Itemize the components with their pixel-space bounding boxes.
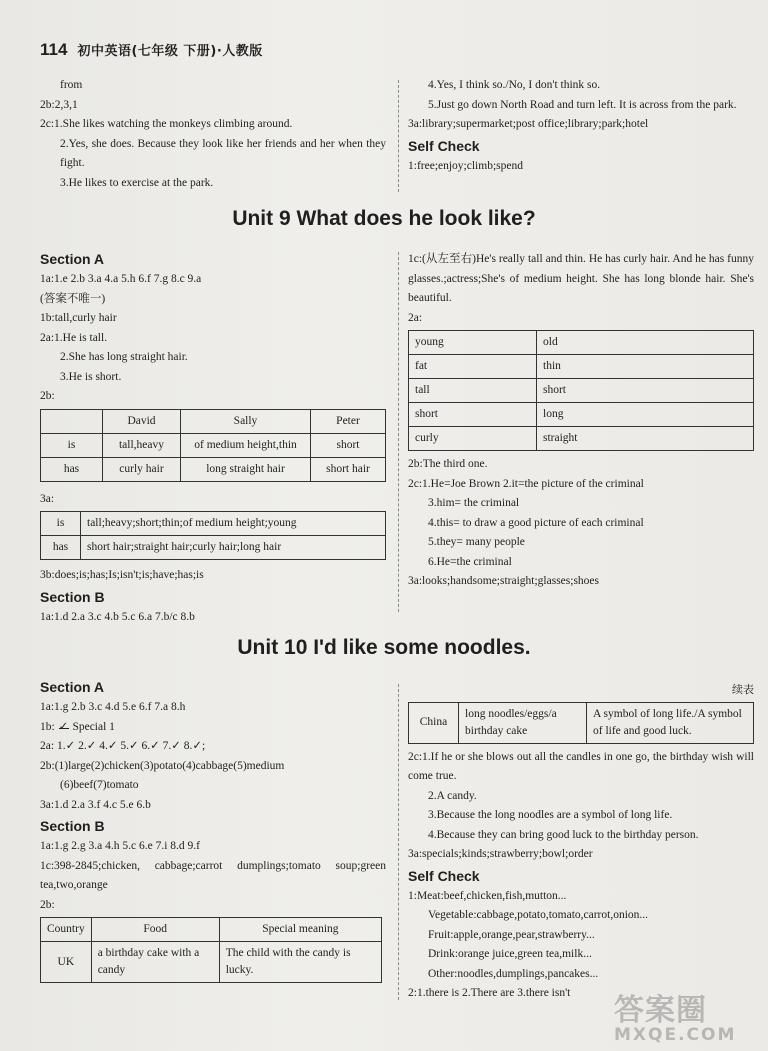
answer-line: 2c:1.He=Joe Brown 2.it=the picture of the criminal (408, 477, 644, 490)
answer-text: Special 1 (72, 720, 115, 733)
checkmark-icon: ✓ (128, 740, 139, 752)
answer-line: 4.Yes, I think so./No, I don't think so. (428, 79, 601, 91)
section-a-heading: Section A (40, 679, 105, 695)
book-title: 初中英语(七年级 下册)·人教版 (77, 44, 263, 59)
answer-line: from (60, 79, 83, 91)
answer-note: (答案不唯一) (40, 292, 106, 305)
answer-line: Fruit:apple,orange,pear,strawberry... (428, 928, 595, 941)
answer-line: 1a:1.d 2.a 3.c 4.b 5.c 6.a 7.b/c 8.b (40, 610, 195, 623)
section-b-heading: Section B (40, 818, 105, 834)
watermark-cn: 答案圈 (614, 993, 707, 1028)
answer-line: 3.He is short. (60, 370, 122, 383)
unit-9-right-column (408, 250, 754, 592)
table-row (41, 536, 386, 560)
checkmark-icon: ✓ (171, 740, 181, 752)
section-b-heading: Section B (40, 588, 105, 605)
answer-prefix: 2a: (40, 740, 55, 752)
answer-line: 2b:The third one. (408, 458, 488, 470)
table-cell: long straight hair (181, 457, 311, 481)
answer-line: 3.Because the long noodles are a symbol of long life. (428, 809, 673, 821)
table-cell: thin (537, 355, 754, 379)
unit-10-title: Unit 10 I'd like some noodles. (237, 636, 531, 659)
check-item: 8. (183, 740, 193, 752)
answer-line: 2.A candy. (428, 789, 477, 802)
answer-line (40, 718, 386, 738)
table-cell: has (41, 457, 103, 481)
answer-line: 4.Because they can bring good luck to the birthday person. (428, 828, 699, 841)
table-cell: short (311, 433, 386, 457)
answer-line: 3a:specials;kinds;strawberry;bowl;order (408, 848, 593, 860)
table-cell: of medium height,thin (181, 433, 311, 457)
watermark-en: MXQE.COM (614, 1025, 737, 1045)
table-cell: curly (409, 427, 537, 451)
table-cell: old (537, 331, 754, 355)
continued-label: 续表 (732, 683, 754, 696)
answer-line: 1c:398-2845;chicken, cabbage;carrot dumplings;tomato soup;green tea,two,orange (40, 859, 386, 891)
table-cell: short (409, 403, 537, 427)
column-divider (398, 80, 399, 192)
table-row (409, 702, 754, 743)
table-row (41, 512, 386, 536)
table-cell: Special meaning (219, 918, 381, 942)
answer-line: 2a:1.He is tall. (40, 331, 108, 344)
column-divider (398, 684, 399, 1000)
answer-prefix: 1b: (40, 720, 55, 733)
answer-line: 2b: (40, 390, 55, 402)
table-cell: short (537, 379, 754, 403)
top-left-column (40, 76, 386, 193)
table-cell: is (41, 512, 81, 536)
check-item: 2. (78, 740, 87, 752)
check-item: 5. (120, 740, 129, 752)
table-2b-unit9 (40, 409, 386, 482)
table-3a-unit9 (40, 511, 386, 560)
answer-line: 3a: (40, 492, 55, 505)
answer-line: 1:free;enjoy;climb;spend (408, 159, 523, 172)
table-cell: China (409, 702, 459, 743)
answer-line: 4.this= to draw a good picture of each criminal (428, 516, 644, 529)
table-cell: straight (537, 427, 754, 451)
table-cell: tall;heavy;short;thin;of medium height;young (81, 512, 386, 536)
table-row (41, 433, 386, 457)
column-divider (398, 252, 399, 612)
answer-line: 1a:1.g 2.g 3.a 4.h 5.c 6.e 7.i 8.d 9.f (40, 840, 201, 852)
checkmark-icon: ✓ (192, 740, 203, 752)
table-2b-unit10 (40, 917, 382, 983)
table-continued-unit10 (408, 702, 754, 744)
table-cell: Peter (311, 409, 386, 433)
answer-line: 2.She has long straight hair. (60, 351, 188, 363)
answer-line: 5.they= many people (428, 536, 525, 548)
table-cell: curly hair (103, 457, 181, 481)
answer-line: 1b:tall,curly hair (40, 312, 117, 324)
table-cell: short hair (311, 457, 386, 481)
answer-line: 1:Meat:beef,chicken,fish,mutton... (408, 889, 567, 902)
answer-line: 2b:(1)large(2)chicken(3)potato(4)cabbage(5)medium (40, 759, 285, 772)
table-cell: The child with the candy is lucky. (219, 942, 381, 983)
table-row (41, 457, 386, 481)
answer-line: 1a:1.e 2.b 3.a 4.a 5.h 6.f 7.g 8.c 9.a (40, 273, 202, 285)
unit-10-right-column (408, 680, 754, 1004)
check-item: 4. (99, 740, 108, 752)
site-watermark (614, 985, 754, 1045)
answer-line: 2a: (408, 311, 423, 324)
table-cell: UK (41, 942, 92, 983)
table-row (409, 355, 754, 379)
answer-line: 1c:(从左至右)He's really tall and thin. He has curly hair. And he has funny glasses.;actress;She's of medium height. She has long blonde hair. She's beautiful. (408, 253, 754, 304)
table-row (409, 427, 754, 451)
check-item: 1. (56, 740, 66, 752)
answer-line: 2b: (40, 898, 55, 911)
answer-line: 3a:library;supermarket;post office;library;park;hotel (408, 118, 649, 130)
answer-line: 2.Yes, she does. Because they look like her friends and her when they fight. (60, 137, 386, 169)
table-row (409, 379, 754, 403)
table-2a-unit9 (408, 330, 754, 451)
check-item: 7. (162, 740, 172, 752)
table-row (41, 942, 382, 983)
table-cell: fat (409, 355, 537, 379)
answer-line: Other:noodles,dumplings,pancakes... (428, 967, 599, 980)
page-number: 114 (40, 40, 68, 59)
top-right-column (408, 76, 754, 176)
answer-line: 6.He=the criminal (428, 555, 512, 568)
answer-line: Drink:orange juice,green tea,milk... (428, 948, 592, 960)
answer-line: 1a:1.g 2.b 3.c 4.d 5.e 6.f 7.a 8.h (40, 701, 186, 713)
table-row (41, 409, 386, 433)
table-cell: Sally (181, 409, 311, 433)
answer-line: 2:1.there is 2.There are 3.there isn't (408, 987, 571, 999)
page-header (40, 40, 263, 66)
table-cell: long (537, 403, 754, 427)
checkmark-icon: ✓ (65, 740, 76, 752)
table-cell: is (41, 433, 103, 457)
answer-line: 3.He likes to exercise at the park. (60, 176, 214, 189)
table-cell: short hair;straight hair;curly hair;long hair (81, 536, 386, 560)
answer-line: 2c:1.If he or she blows out all the candles in one go, the birthday wish will come true. (408, 750, 754, 782)
answer-line: 3a:1.d 2.a 3.f 4.c 5.e 6.b (40, 798, 151, 811)
self-check-heading: Self Check (408, 867, 480, 884)
table-row (409, 403, 754, 427)
answer-line: 3.him= the criminal (428, 497, 520, 509)
checkmark-icon: ✓ (107, 740, 118, 752)
table-cell: young (409, 331, 537, 355)
answer-line: 2c:1.She likes watching the monkeys climbing around. (40, 118, 293, 130)
table-cell: tall,heavy (103, 433, 181, 457)
table-cell: long noodles/eggs/a birthday cake (459, 702, 587, 743)
section-a-heading: Section A (40, 251, 105, 267)
table-cell (41, 409, 103, 433)
answer-line: 3a:looks;handsome;straight;glasses;shoes (408, 575, 600, 587)
table-cell: has (41, 536, 81, 560)
table-row (41, 918, 382, 942)
unit-10-left-column (40, 676, 386, 983)
answer-line: (6)beef(7)tomato (60, 779, 139, 791)
check-item: 6. (141, 740, 151, 752)
answer-line: 5.Just go down North Road and turn left. It is across from the park. (428, 98, 737, 111)
table-cell: tall (409, 379, 537, 403)
self-check-heading: Self Check (408, 137, 480, 154)
checkmark-icon: ✓ (59, 718, 69, 729)
table-cell: Food (91, 918, 219, 942)
unit-9-left-column (40, 248, 386, 627)
checkmark-icon: ✓ (150, 740, 160, 752)
table-cell: Country (41, 918, 92, 942)
answer-line-2a: 2a: 1.✓ 2.✓ 4.✓ 5.✓ 6.✓ 7.✓ 8.✓; (40, 740, 206, 752)
table-cell: a birthday cake with a candy (91, 942, 219, 983)
answer-line: Vegetable:cabbage,potato,tomato,carrot,onion... (428, 909, 649, 921)
table-cell: A symbol of long life./A symbol of life and good luck. (587, 702, 754, 743)
answer-line: 3b:does;is;has;Is;isn't;is;have;has;is (40, 569, 204, 581)
answer-line: 2b:2,3,1 (40, 98, 78, 111)
table-cell: David (103, 409, 181, 433)
unit-9-title: Unit 9 What does he look like? (232, 207, 536, 230)
checkmark-icon: ✓ (86, 740, 97, 752)
table-row (409, 331, 754, 355)
